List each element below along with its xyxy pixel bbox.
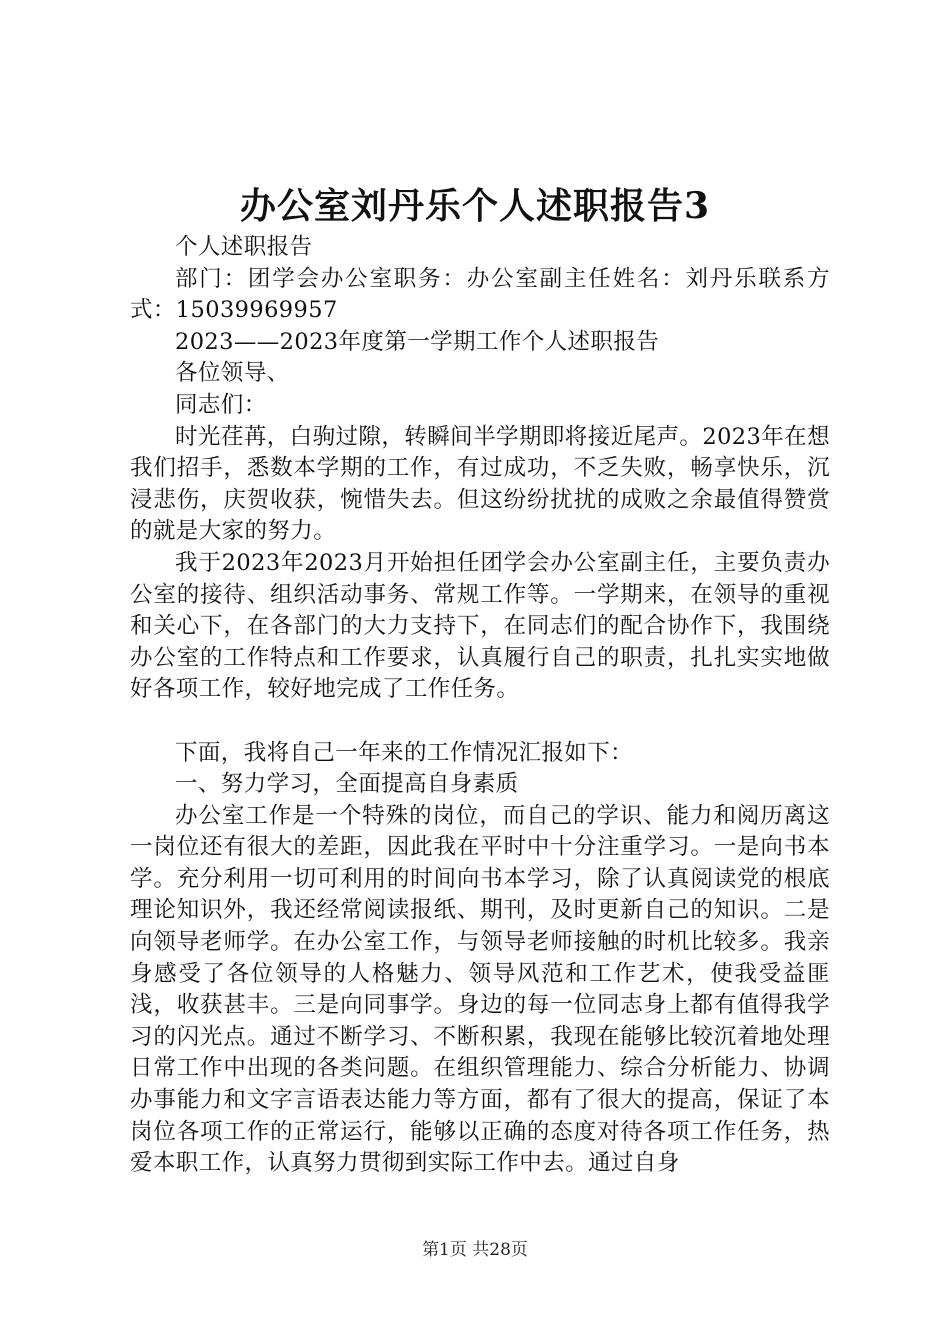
paragraph-salutation-comrades: 同志们： xyxy=(175,391,267,418)
document-title: 办公室刘丹乐个人述职报告3 xyxy=(239,185,711,227)
paragraph-report-title: 2023——2023年度第一学期工作个人述职报告 xyxy=(175,328,660,355)
paragraph-study: 办公室工作是一个特殊的岗位，而自己的学识、能力和阅历离这一岗位还有很大的差距，因此我在平时中十分注重学习。一是向书本学。充分利用一切可利用的时间向书本学习，除了认真阅读党的根底理论知识外，我还经常阅读报纸、期刊，及时更新自己的知识。二是向领导老师学。在办公室工作，与领导老师接触的时机比较多。我亲身感受了各位领导的人格魅力、领导风范和工作艺术，使我受益匪浅，收获甚丰。三是向同事学。身边的每一位同志身上都有值得我学习的闪光点。通过不断学习、不断积累，我现在能够比较沉着地处理日常工作中出现的各类问题。在组织管理能力、综合分析能力、协调办事能力和文字言语表达能力等方面，都有了很大的提高，保证了本岗位各项工作的正常运行，能够以正确的态度对待各项工作任务，热爱本职工作，认真努力贯彻到实际工作中去。通过自身 xyxy=(130,802,830,1177)
paragraph-duties: 我于2023年2023月开始担任团学会办公室副主任，主要负责办公室的接待、组织活动事务、常规工作等。一学期来，在领导的重视和关心下，在各部门的大力支持下，在同志们的配合协作下，我围绕办公室的工作特点和工作要求，认真履行自己的职责，扎扎实实地做好各项工作，较好地完成了工作任务。 xyxy=(130,549,830,703)
paragraph-contact-info: 部门：团学会办公室职务：办公室副主任姓名：刘丹乐联系方式：15039969957 xyxy=(130,265,830,324)
page-footer: 第1页 共28页 xyxy=(422,1240,528,1260)
paragraph-report-intro: 下面，我将自己一年来的工作情况汇报如下： xyxy=(175,739,634,766)
paragraph-spacer xyxy=(130,706,830,738)
section-heading-1: 一、努力学习，全面提高自身素质 xyxy=(175,771,519,798)
paragraph-heading: 个人述职报告 xyxy=(175,234,313,260)
paragraph-intro: 时光荏苒，白驹过隙，转瞬间半学期即将接近尾声。2023年在想我们招手，悉数本学期的工作，有过成功，不乏失败，畅享快乐，沉浸悲伤，庆贺收获，惋惜失去。但这纷纷扰扰的成败之余最值得赞赏的就是大家的努力。 xyxy=(130,423,830,545)
paragraph-salutation-leaders: 各位领导、 xyxy=(175,360,290,387)
document-body xyxy=(130,232,830,1180)
